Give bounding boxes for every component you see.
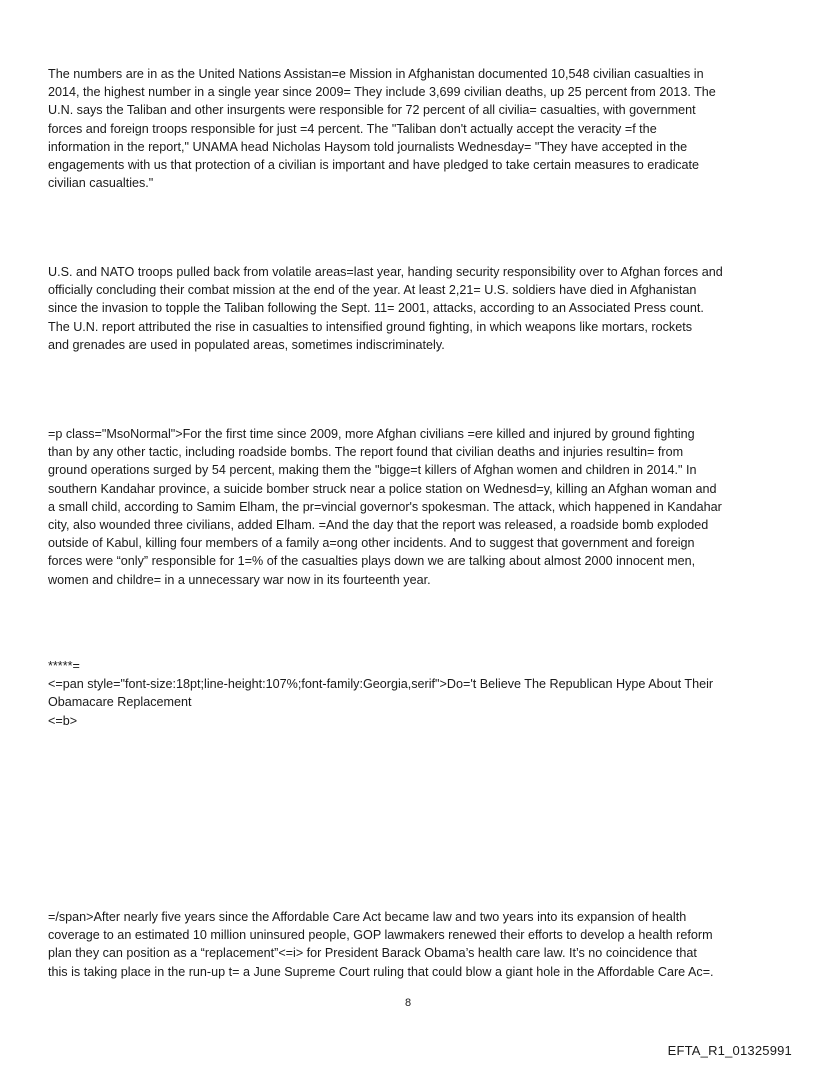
text-line: outside of Kabul, killing four members of a family a=ong other incidents. And to suggest that government and foreign bbox=[48, 536, 695, 551]
text-line: The numbers are in as the United Nations Assistan=e Mission in Afghanistan documented 10,548 civilian casualties in bbox=[48, 67, 704, 81]
paragraph-nato-troops bbox=[48, 263, 773, 354]
paragraph-civilian-casualties bbox=[48, 65, 773, 192]
separator-stars bbox=[48, 657, 773, 675]
text-line: officially concluding their combat mission at the end of the year. At least 2,21= U.S. soldiers have died in Afghanistan bbox=[48, 283, 697, 298]
text-line: this is taking place in the run-up t= a June Supreme Court ruling that could blow a giant hole in the Affordable Care Ac=. bbox=[48, 964, 714, 979]
text-line: Obamacare Replacement bbox=[48, 695, 192, 710]
text-line: than by any other tactic, including roadside bombs. The report found that civilian deaths and injuries resultin= from bbox=[48, 445, 684, 460]
text-line: 2014, the highest number in a single year since 2009= They include 3,699 civilian deaths, up 25 percent from 2013. The bbox=[48, 85, 716, 100]
text-line: civilian casualties." bbox=[48, 176, 154, 191]
text-line: =p class="MsoNormal">For the first time since 2009, more Afghan civilians =ere killed and injured by ground fighting bbox=[48, 427, 695, 441]
text-line: since the invasion to topple the Taliban following the Sept. 11= 2001, attacks, according to an Associated Press count. bbox=[48, 301, 704, 316]
text-line: The U.N. report attributed the rise in casualties to intensified ground fighting, in which weapons like mortars, rockets bbox=[48, 319, 692, 334]
paragraph-ground-fighting bbox=[48, 425, 773, 589]
text-line: <=b> bbox=[48, 714, 78, 728]
separator-text: *****= bbox=[48, 659, 80, 673]
document-id-footer: EFTA_R1_01325991 bbox=[667, 1043, 792, 1058]
text-line: ground operations surged by 54 percent, making them the "bigge=t killers of Afghan women and children in 2014." In bbox=[48, 463, 697, 478]
paragraph-affordable-care-act bbox=[48, 908, 773, 981]
text-line: plan they can position as a “replacement”<=i> for President Barack Obama’s health care law. It’s no coincidence that bbox=[48, 946, 697, 961]
text-line: forces and foreign troops responsible for just =4 percent. The "Taliban don't actually accept the veracity =f the bbox=[48, 121, 657, 136]
text-line: <=pan style="font-size:18pt;line-height:107%;font-family:Georgia,serif">Do='t Believe The Republican Hype About Their bbox=[48, 677, 714, 691]
text-line: information in the report," UNAMA head Nicholas Haysom told journalists Wednesday= "They have accepted in the bbox=[48, 139, 688, 154]
text-line: =/span>After nearly five years since the Affordable Care Act became law and two years into its expansion of health bbox=[48, 910, 687, 924]
page-number: 8 bbox=[404, 997, 412, 1009]
text-line: coverage to an estimated 10 million uninsured people, GOP lawmakers renewed their efforts to develop a health reform bbox=[48, 928, 713, 943]
text-line: southern Kandahar province, a suicide bomber struck near a police station on Wednesd=y, killing an Afghan woman and bbox=[48, 481, 717, 496]
text-line: U.S. and NATO troops pulled back from volatile areas=last year, handing security responsibility over to Afghan forces and bbox=[48, 265, 723, 279]
text-line: a small child, according to Samim Elham, the pr=vincial governor's spokesman. The attack, which happened in Kandahar bbox=[48, 499, 722, 514]
text-line: forces were “only” responsible for 1=% of the casualties plays down we are talking about almost 2000 innocent men, bbox=[48, 554, 696, 569]
heading-markup bbox=[48, 675, 773, 711]
bold-tag-markup bbox=[48, 712, 773, 730]
text-line: women and childre= in a unnecessary war now in its fourteenth year. bbox=[48, 572, 431, 587]
text-line: city, also wounded three civilians, added Elham. =And the day that the report was released, a roadside bomb exploded bbox=[48, 518, 709, 533]
text-line: U.N. says the Taliban and other insurgents were responsible for 72 percent of all civilia= casualties, with government bbox=[48, 103, 696, 118]
text-line: engagements with us that protection of a civilian is important and have pledged to take certain measures to eradicate bbox=[48, 158, 700, 173]
text-line: and grenades are used in populated areas, sometimes indiscriminately. bbox=[48, 337, 445, 352]
